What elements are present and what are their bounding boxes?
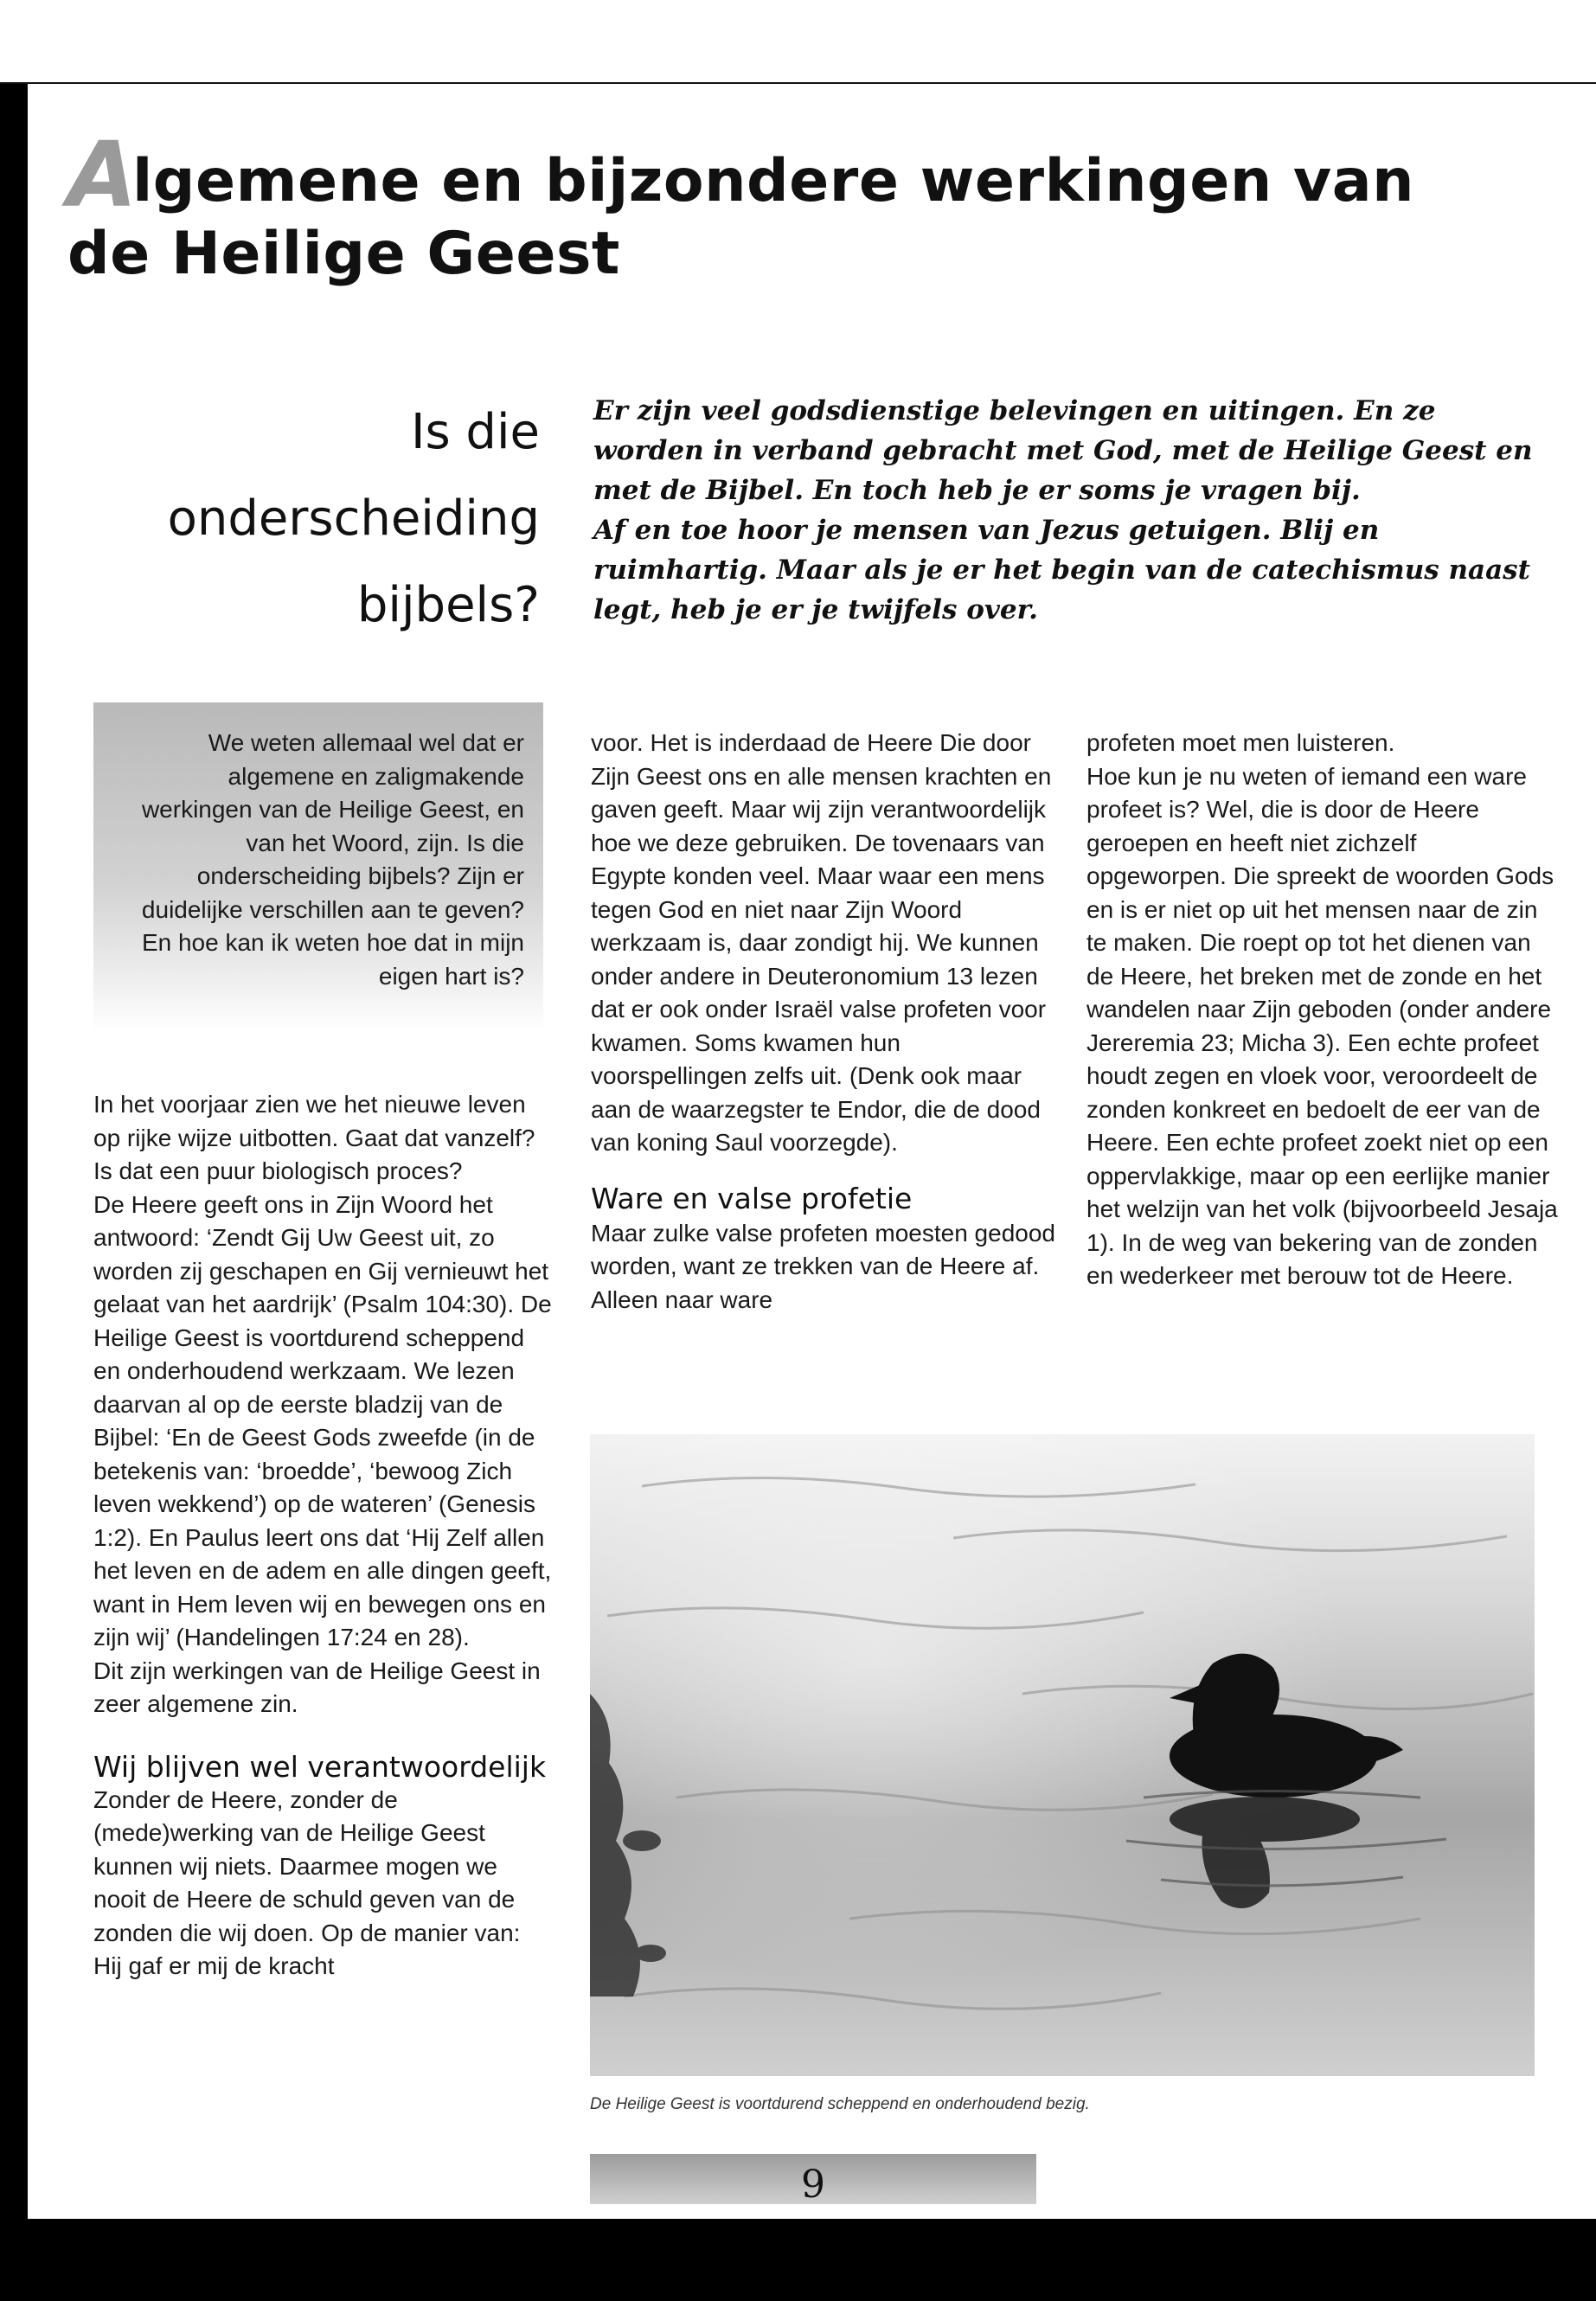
section-heading: Wij blijven wel verantwoordelijk <box>93 1749 547 1784</box>
body-paragraph: De Heere geeft ons in Zijn Woord het antwoord: ‘Zendt Gij Uw Geest uit, zo worden zij geschapen en Gij vernieuwt het gelaat van het aardrijk’ (Psalm 104:30). De Heilige Geest is voortdurend scheppend en onderhoudend werkzaam. We lezen daarvan al op de eerste bladzij van de Bijbel: ‘En de Geest Gods zweefde (in de betekenis van: ‘broedde’, ‘bewoog Zich leven wekkend’) op de wateren’ (Genesis 1:2). En Paulus leert ons dat ‘Hij Zelf allen het leven en de adem en alle dingen geeft, want in Hem leven wij en bewegen ons en zijn wij’ (Handelingen 17:24 en 28). <box>93 1190 552 1650</box>
text-column-2 <box>591 727 1058 1317</box>
body-paragraph: voor. Het is inderdaad de Heere Die door Zijn Geest ons en alle mensen krachten en gaven geeft. Maar wij zijn verantwoordelijk hoe we deze gebruiken. De tovenaars van Egypte konden veel. Maar waar een mens tegen God en niet naar Zijn Woord werkzaam is, daar zondigt hij. We kunnen onder andere in Deuteronomium 13 lezen dat er ook onder Israël valse profeten voor kwamen. Soms kwamen hun voorspellingen zelfs uit. (Denk ook maar aan de waarzegster te Endor, die de dood van koning Saul voorzegde). <box>591 729 1052 1156</box>
article-intro <box>593 391 1545 630</box>
photo-caption: De Heilige Geest is voortdurend scheppend en onderhoudend bezig. <box>590 2095 1090 2113</box>
body-paragraph: In het voorjaar zien we het nieuwe leven op rijke wijze uitbotten. Gaat dat vanzelf? Is dat een puur biologisch proces? <box>93 1091 535 1184</box>
duck-photo <box>590 1434 1535 2076</box>
scan-border-top <box>0 0 1596 86</box>
title-dropcap: A <box>67 122 138 228</box>
page-number: 9 <box>801 2163 825 2207</box>
article-title <box>67 122 1469 291</box>
article-subhead <box>95 389 540 649</box>
body-paragraph: profeten moet men luisteren. <box>1086 729 1395 756</box>
title-text: lgemene en bijzondere werkingen van de Heilige Geest <box>67 147 1415 288</box>
callout-text: We weten allemaal wel dat er algemene en zaligmakende werkingen van de Heilige Geest, en van het Woord, zijn. Is die onderscheiding bijbels? Zijn er duidelijke verschillen aan te geven? En hoe kan ik weten hoe dat in mijn eigen hart is? <box>141 729 524 990</box>
section-heading: Ware en valse profetie <box>591 1181 913 1215</box>
subhead-line: bijbels? <box>356 577 540 633</box>
scan-border-left <box>0 84 28 2229</box>
page-footer <box>590 2154 1036 2207</box>
intro-paragraph: Er zijn veel godsdienstige belevingen en uitingen. En ze worden in verband gebracht met God, met de Heilige Geest en met de Bijbel. En toch heb je er soms je vragen bij. <box>593 395 1533 506</box>
subhead-line: Is die <box>410 404 540 460</box>
body-paragraph: Hoe kun je nu weten of iemand een ware profeet is? Wel, die is door de Heere geroepen en heeft niet zichzelf opgeworpen. Die spreekt de woorden Gods en is er niet op uit het mensen naar de zin te maken. Die roept op tot het dienen van de Heere, het breken met de zonde en het wandelen naar Zijn geboden (onder andere Jereremia 23; Micha 3). Een echte profeet houdt zegen en vloek voor, veroordeelt de zonden konkreet en bedoelt de eer van de Heere. Een echte profeet zoekt niet op een oppervlakkige, maar op een eerlijke manier het welzijn van het volk (bijvoorbeeld Jesaja 1). In de weg van bekering van de zonden en wederkeer met berouw tot de Heere. <box>1086 762 1558 1289</box>
scan-border-bottom <box>0 2219 1596 2301</box>
body-paragraph: Zonder de Heere, zonder de (mede)werking van de Heilige Geest kunnen wij niets. Daarmee mogen we nooit de Heere de schuld geven van de zonden die wij doen. Op de manier van: Hij gaf er mij de kracht <box>93 1785 521 1979</box>
subhead-line: onderscheiding <box>167 490 540 547</box>
text-column-1 <box>93 1088 552 1984</box>
body-paragraph: Maar zulke valse profeten moesten gedood worden, want ze trekken van de Heere af. Alleen naar ware <box>591 1219 1055 1313</box>
body-paragraph: Dit zijn werkingen van de Heilige Geest in zeer algemene zin. <box>93 1657 541 1717</box>
duck-on-water-image <box>590 1434 1535 2076</box>
intro-paragraph: Af en toe hoor je mensen van Jezus getuigen. Blij en ruimhartig. Maar als je er het begin van de catechismus naast legt, heb je er je twijfels over. <box>593 515 1530 625</box>
callout-box <box>93 702 543 1031</box>
text-column-3 <box>1086 727 1562 1293</box>
